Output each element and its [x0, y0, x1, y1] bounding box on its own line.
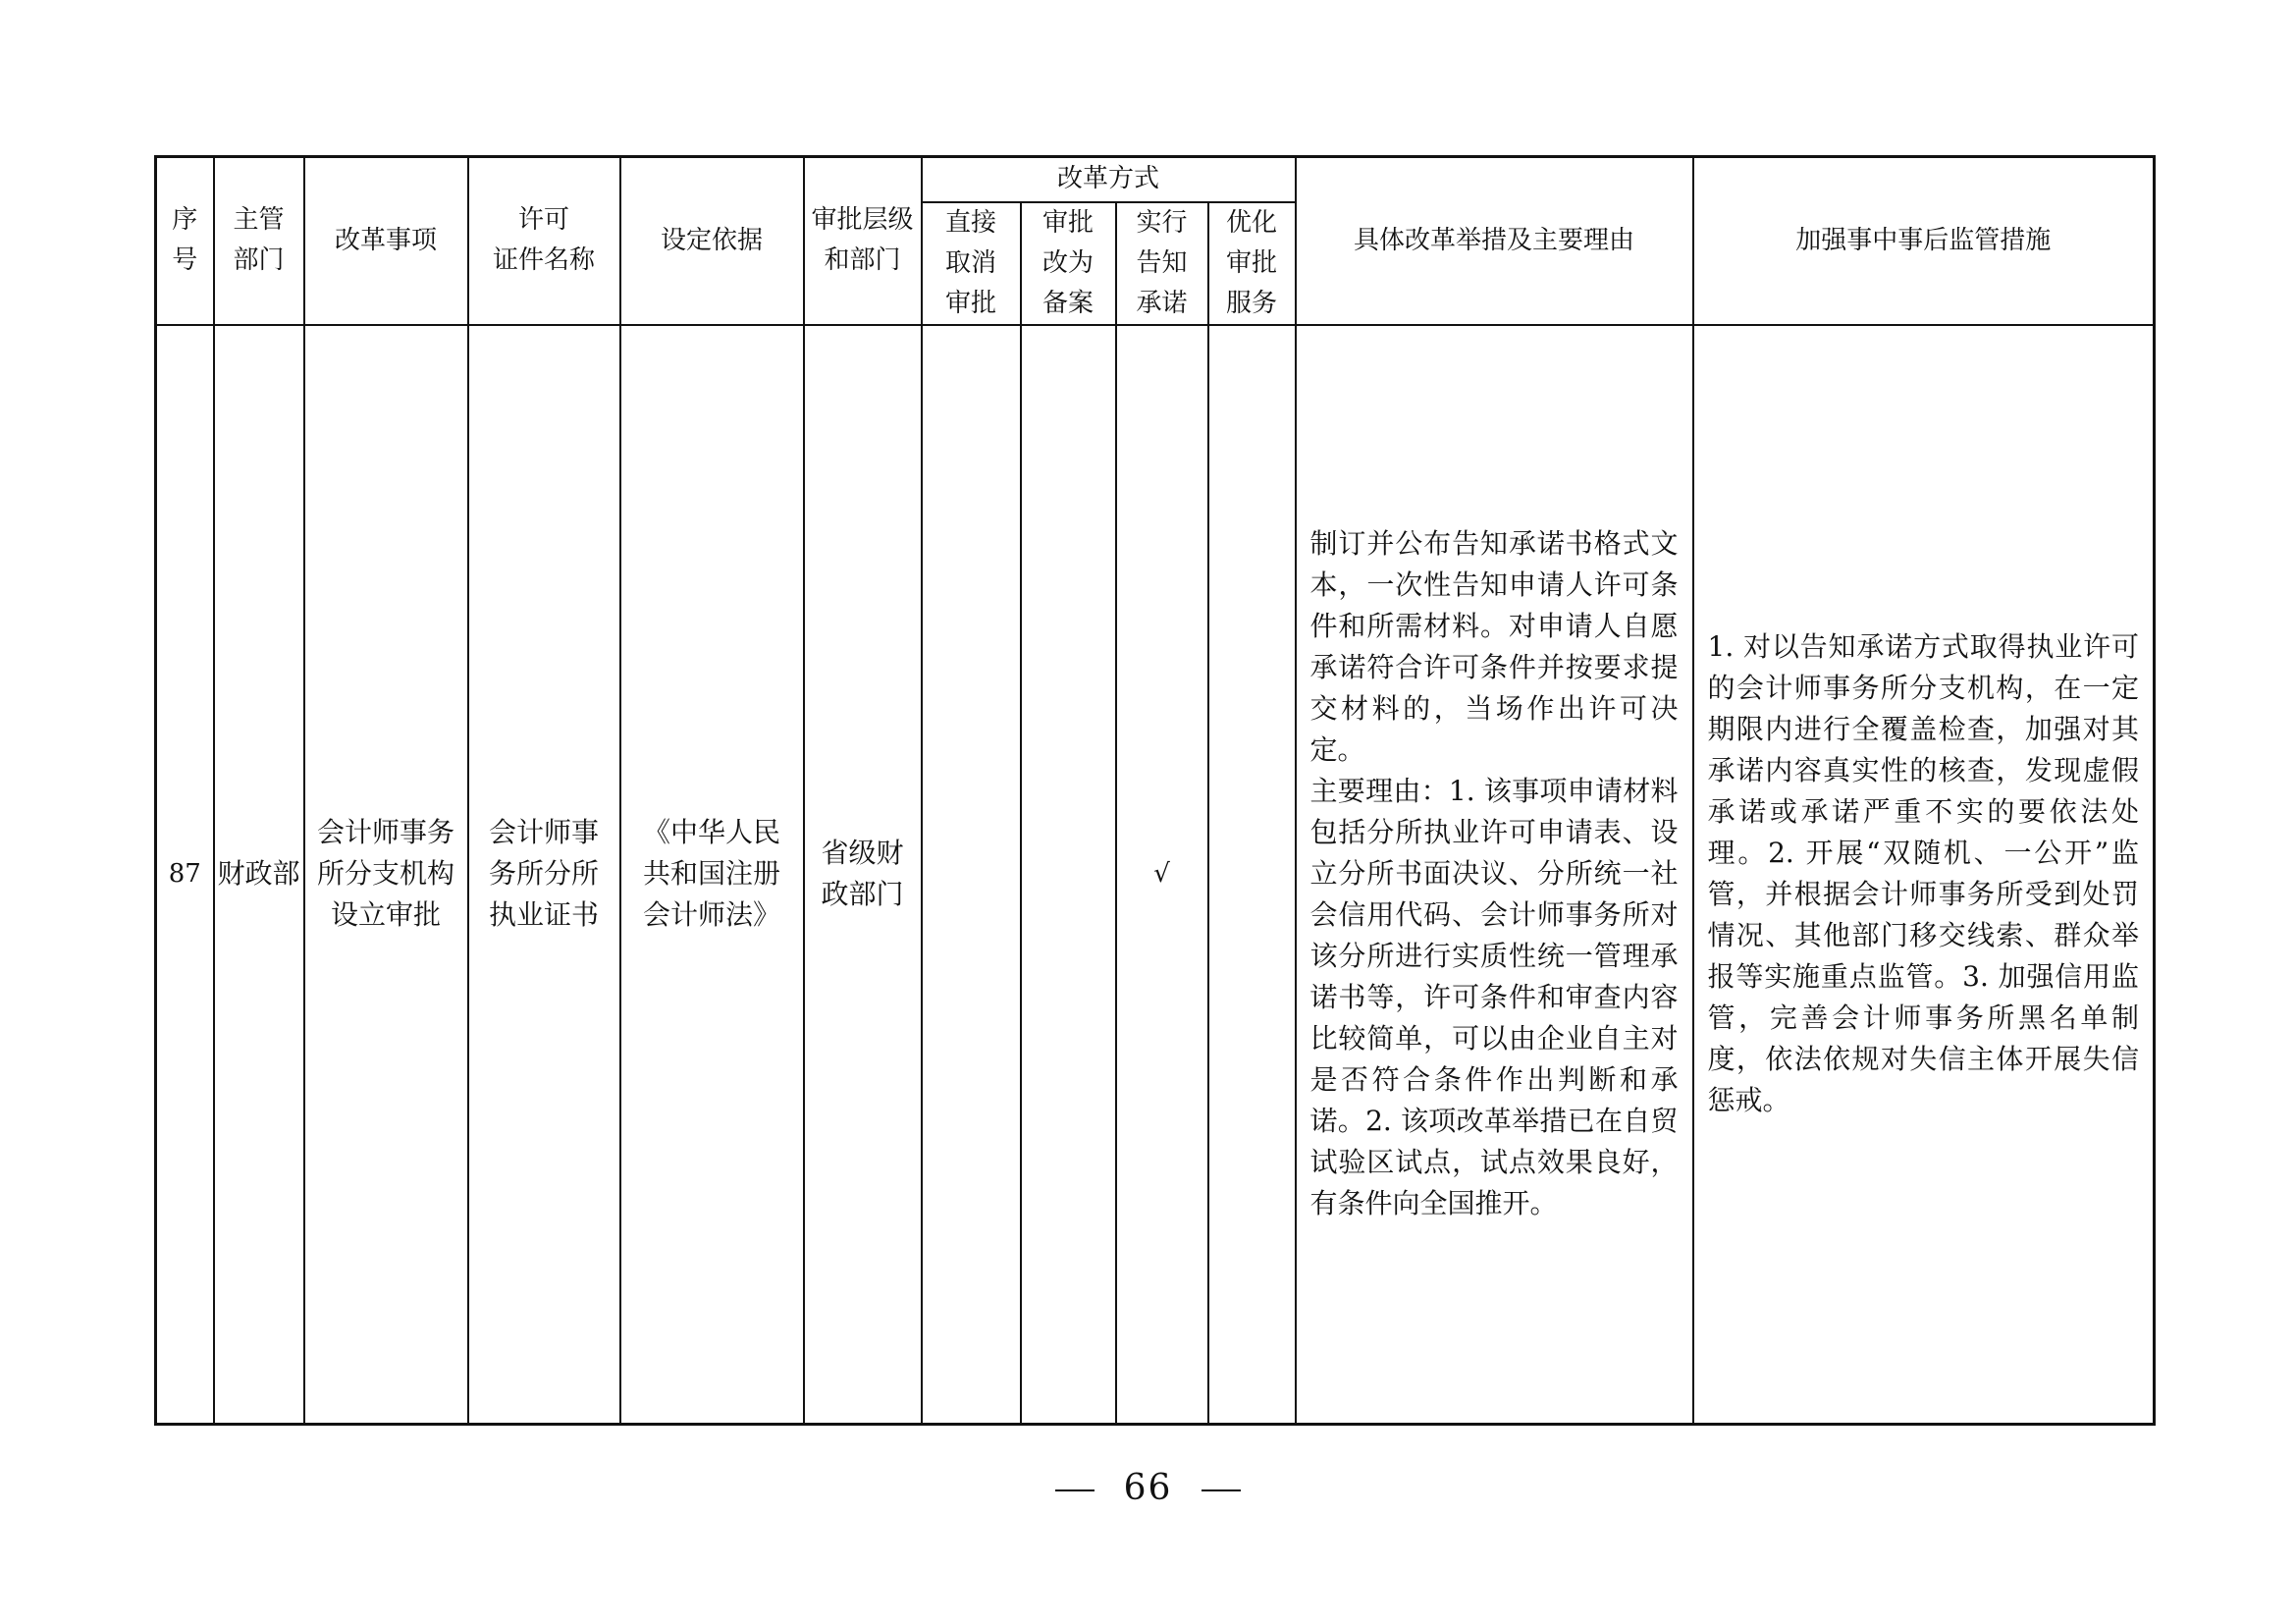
header-reform-item: 改革事项 — [304, 157, 468, 325]
header-method-cancel: 直接 取消 审批 — [922, 202, 1021, 325]
table-row — [156, 325, 2155, 1425]
header-method-notice: 实行 告知 承诺 — [1116, 202, 1208, 325]
header-license-name: 许可 证件名称 — [468, 157, 620, 325]
row-method-notice-check: √ — [1116, 325, 1208, 1425]
header-approval-level: 审批层级 和部门 — [804, 157, 922, 325]
row-method-cancel — [922, 325, 1021, 1425]
header-reform-method: 改革方式 — [922, 157, 1296, 202]
row-approval-level: 省级财 政部门 — [804, 325, 922, 1425]
header-method-optimize: 优化 审批 服务 — [1208, 202, 1296, 325]
page-dash-left — [1055, 1489, 1095, 1491]
row-method-optimize — [1208, 325, 1296, 1425]
header-department: 主管 部门 — [214, 157, 304, 325]
measures-paragraph-1: 制订并公布告知承诺书格式文本，一次性告知申请人许可条件和所需材料。对申请人自愿承诺符合许可条件并按要求提交材料的，当场作出许可决定。 — [1309, 527, 1679, 767]
row-reform-item: 会计师事务 所分支机构 设立审批 — [304, 325, 468, 1425]
header-specific-measures: 具体改革举措及主要理由 — [1296, 157, 1693, 325]
row-specific-measures — [1296, 325, 1693, 1425]
measures-paragraph-2: 主要理由：1. 该事项申请材料包括分所执业许可申请表、设立分所书面决议、分所统一社会信用代码、会计师事务所对该分所进行实质性统一管理承诺书等，许可条件和审查内容比较简单，可以由企业自主对是否符合条件作出判断和承诺。2. 该项改革举措已在自贸试验区试点，试点效果良好，有条件向全国推开。 — [1309, 775, 1679, 1220]
page-number — [0, 1468, 2296, 1508]
header-row-1 — [156, 157, 2155, 202]
header-legal-basis: 设定依据 — [620, 157, 804, 325]
row-supervision-measures — [1693, 325, 2155, 1425]
row-license-name: 会计师事 务所分所 执业证书 — [468, 325, 620, 1425]
header-method-filing: 审批 改为 备案 — [1021, 202, 1116, 325]
reform-table — [154, 155, 2156, 1426]
header-serial: 序 号 — [156, 157, 214, 325]
row-method-filing — [1021, 325, 1116, 1425]
row-department: 财政部 — [214, 325, 304, 1425]
page-number-value: 66 — [1123, 1468, 1173, 1508]
supervision-paragraph: 1. 对以告知承诺方式取得执业许可的会计师事务所分支机构，在一定期限内进行全覆盖检查，加强对其承诺内容真实性的核查，发现虚假承诺或承诺严重不实的要依法处理。2. 开展“双随机、一公开”监管，并根据会计师事务所受到处罚情况、其他部门移交线索、群众举报等实施重点监管。3. 加强信用监管，完善会计师事务所黑名单制度，依法依规对失信主体开展失信惩戒。 — [1707, 630, 2140, 1117]
row-serial: 87 — [156, 325, 214, 1425]
page-dash-right — [1201, 1489, 1241, 1491]
header-supervision-measures: 加强事中事后监管措施 — [1693, 157, 2155, 325]
row-legal-basis: 《中华人民 共和国注册 会计师法》 — [620, 325, 804, 1425]
